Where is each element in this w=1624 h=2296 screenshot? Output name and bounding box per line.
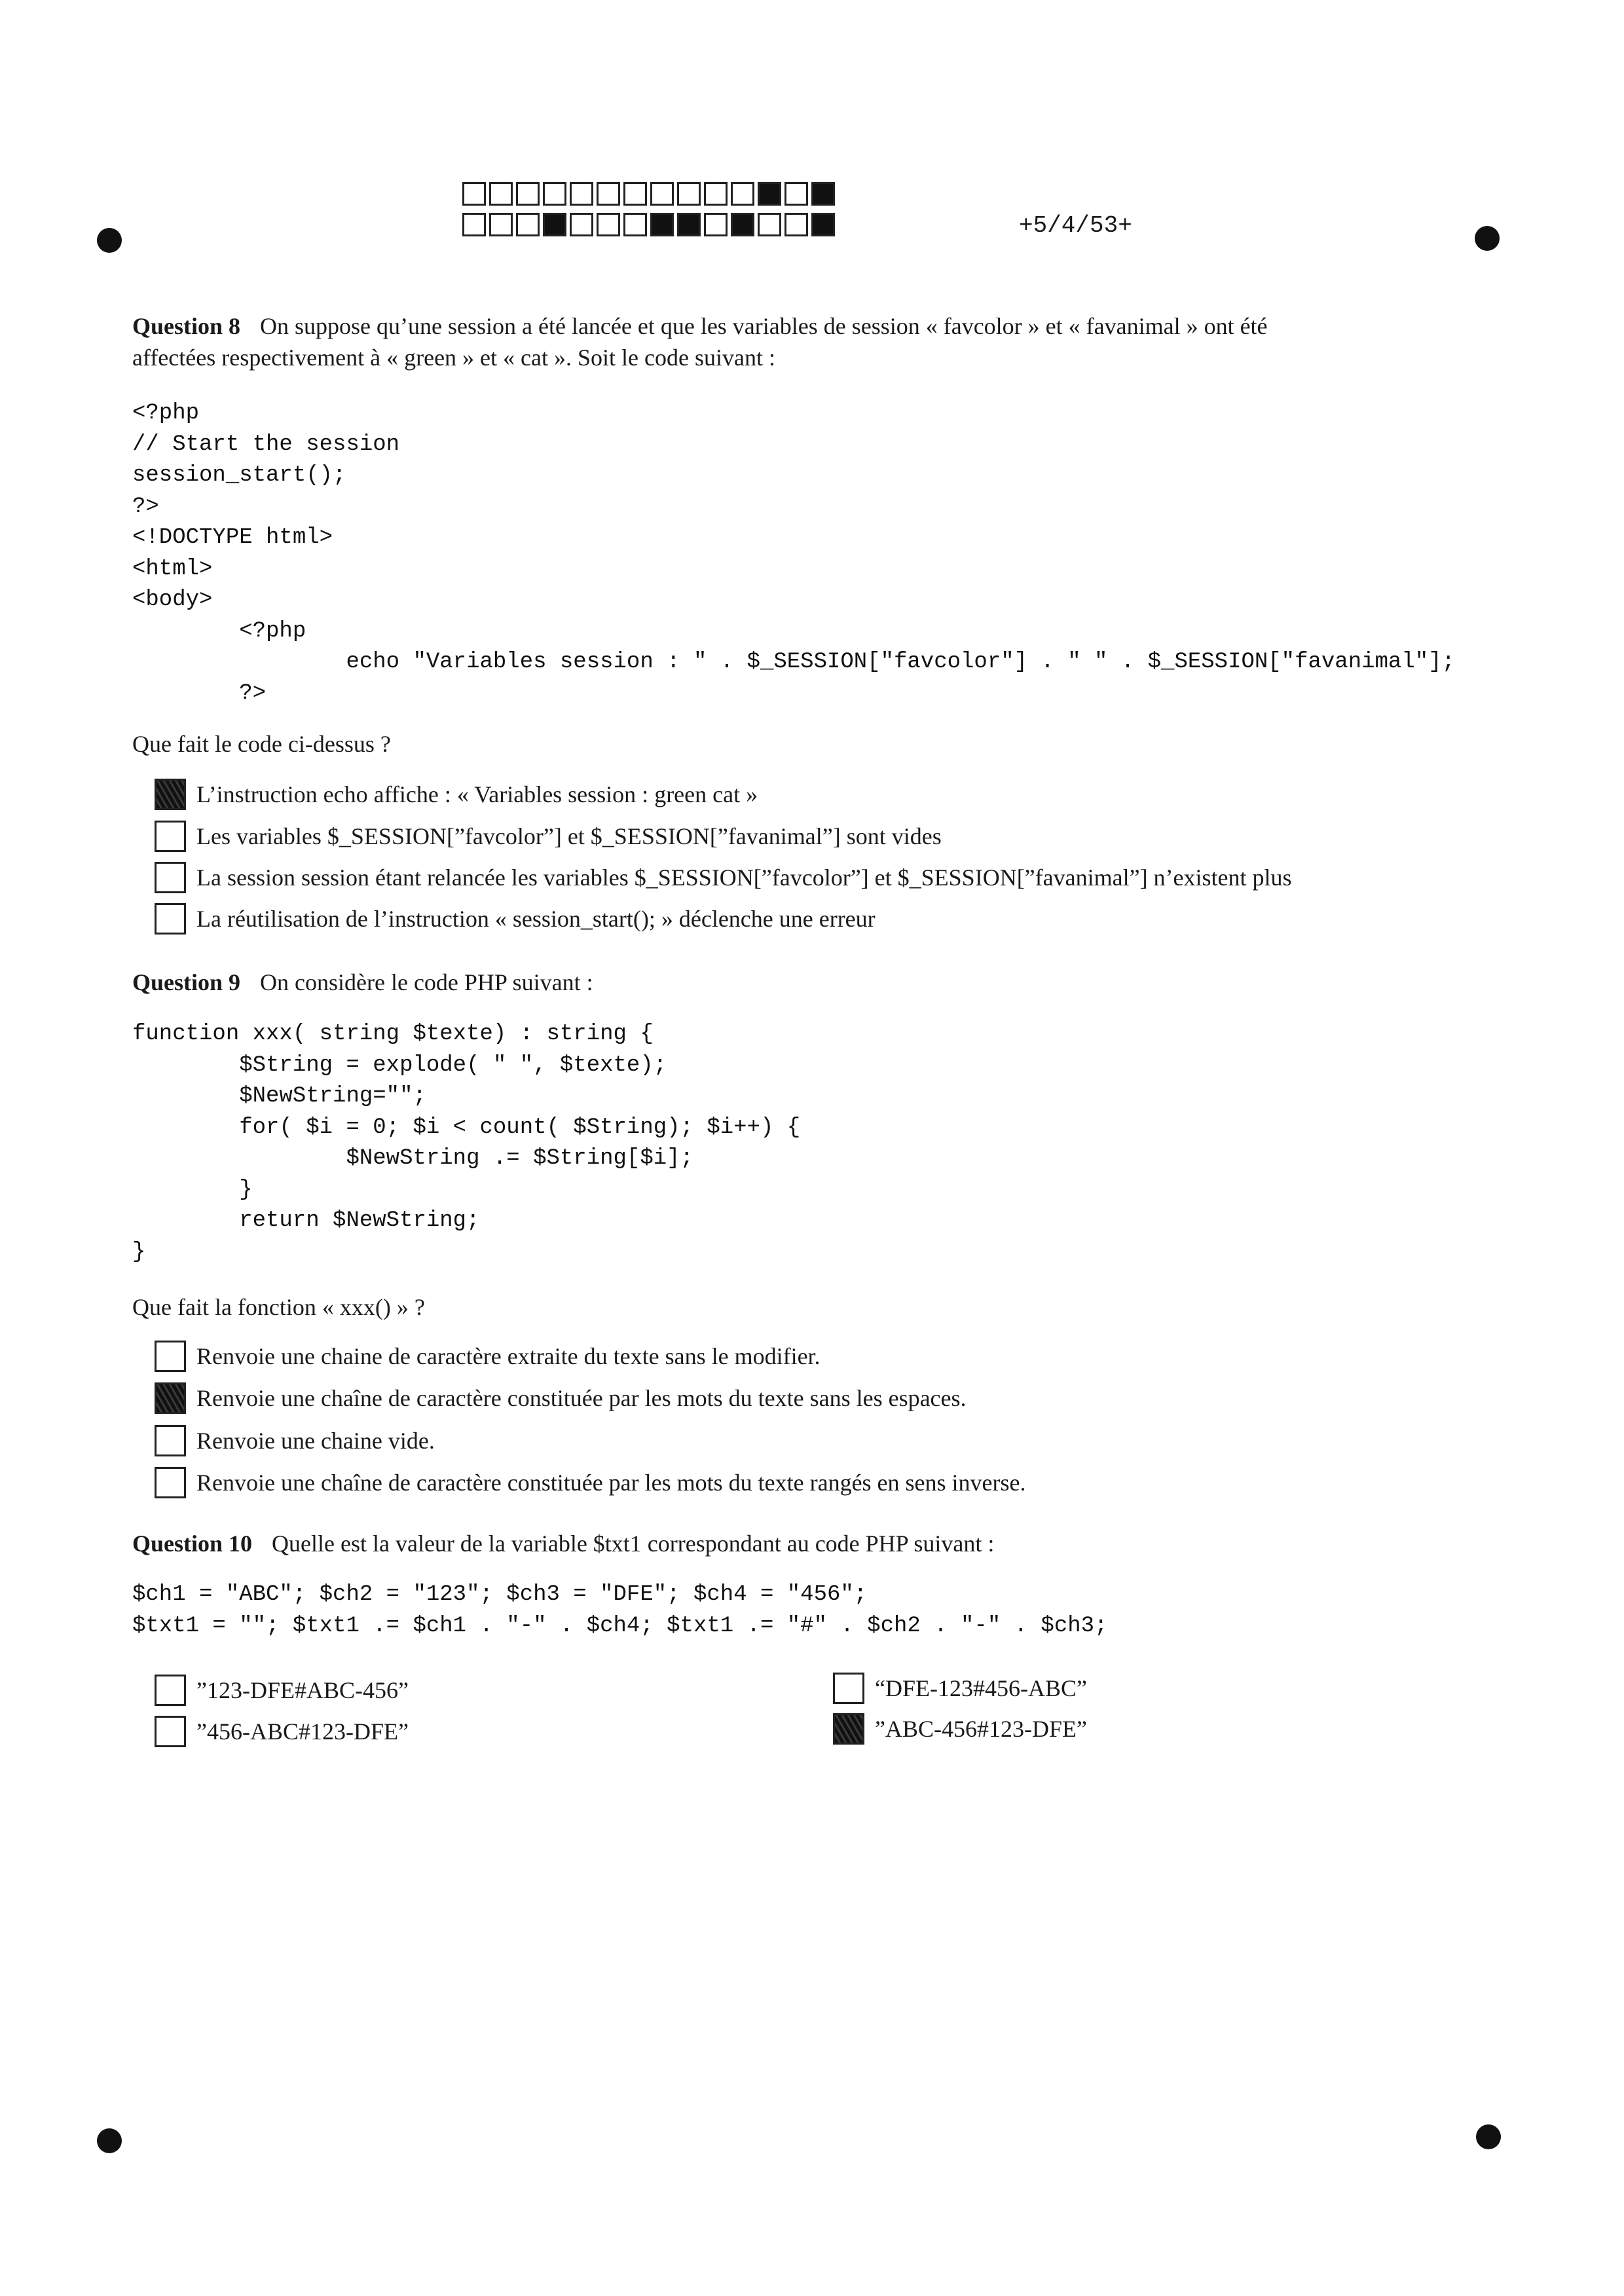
- checkbox[interactable]: [155, 779, 186, 810]
- barcode-cell: [784, 182, 808, 206]
- question-8-option-2[interactable]: [155, 821, 942, 852]
- barcode-cell: [489, 182, 513, 206]
- question-9-option-3[interactable]: [155, 1425, 435, 1456]
- barcode-cell: [597, 182, 620, 206]
- option-label: La session session étant relancée les variables $_SESSION[”favcolor”] et $_SESSION[”favanimal”] n’existent plus: [196, 864, 1292, 891]
- checkbox[interactable]: [833, 1713, 864, 1745]
- checkbox[interactable]: [833, 1673, 864, 1704]
- option-label: Renvoie une chaîne de caractère constituée par les mots du texte rangés en sens inverse.: [196, 1470, 1026, 1496]
- barcode-cell: [784, 213, 808, 236]
- option-label: Renvoie une chaine vide.: [196, 1428, 435, 1454]
- barcode-cell: [623, 213, 647, 236]
- question-10-option-1[interactable]: [155, 1675, 409, 1706]
- question-8-option-3[interactable]: [155, 862, 1292, 893]
- question-8-option-4[interactable]: [155, 903, 876, 935]
- option-label: Renvoie une chaine de caractère extraite du texte sans le modifier.: [196, 1343, 821, 1369]
- question-9-prompt: Que fait la fonction « xxx() » ?: [132, 1294, 425, 1320]
- question-8-label: Question 8: [132, 313, 241, 339]
- option-label: La réutilisation de l’instruction « session_start(); » déclenche une erreur: [196, 906, 876, 932]
- barcode-cell: [462, 182, 486, 206]
- barcode-cell: [516, 213, 540, 236]
- option-label: ”456-ABC#123-DFE”: [196, 1718, 409, 1745]
- registration-mark-bottom-left: [97, 2128, 122, 2153]
- barcode-cell: [489, 213, 513, 236]
- barcode-cell: [570, 182, 593, 206]
- barcode-cell: [650, 213, 674, 236]
- barcode-cell: [462, 213, 486, 236]
- barcode-cell: [677, 182, 701, 206]
- question-8-intro-line-1: On suppose qu’une session a été lancée et que les variables de session « favcolor » et « favanimal » ont été: [260, 313, 1268, 339]
- option-label: L’instruction echo affiche : « Variables session : green cat »: [196, 781, 758, 807]
- question-10-intro: [132, 1528, 994, 1559]
- registration-mark-bottom-right: [1476, 2124, 1501, 2149]
- checkbox[interactable]: [155, 1425, 186, 1456]
- option-label: ”123-DFE#ABC-456”: [196, 1677, 409, 1703]
- question-10-intro-text: Quelle est la valeur de la variable $txt1 correspondant au code PHP suivant :: [272, 1530, 995, 1557]
- checkbox[interactable]: [155, 903, 186, 935]
- barcode-cell: [811, 213, 835, 236]
- barcode-cell: [597, 213, 620, 236]
- barcode-cell: [623, 182, 647, 206]
- question-10-option-2[interactable]: [833, 1673, 1087, 1704]
- registration-mark-top-right: [1475, 226, 1500, 251]
- question-9-option-4[interactable]: [155, 1467, 1026, 1498]
- option-label: Les variables $_SESSION[”favcolor”] et $_SESSION[”favanimal”] sont vides: [196, 823, 942, 849]
- question-8-prompt: Que fait le code ci-dessus ?: [132, 731, 391, 757]
- barcode-cell: [650, 182, 674, 206]
- question-9-intro-text: On considère le code PHP suivant :: [260, 969, 593, 995]
- checkbox[interactable]: [155, 1716, 186, 1747]
- barcode-cell: [731, 213, 754, 236]
- question-9-intro: [132, 967, 593, 998]
- barcode-cell: [704, 182, 728, 206]
- id-barcode-row-2: [462, 213, 838, 236]
- barcode-cell: [516, 182, 540, 206]
- question-10-option-3[interactable]: [155, 1716, 409, 1747]
- question-9-option-2[interactable]: [155, 1382, 967, 1414]
- question-8-intro-line-2: affectées respectivement à « green » et « cat ». Soit le code suivant :: [132, 344, 775, 371]
- barcode-cell: [811, 182, 835, 206]
- checkbox[interactable]: [155, 1382, 186, 1414]
- barcode-cell: [731, 182, 754, 206]
- question-10-code: $ch1 = "ABC"; $ch2 = "123"; $ch3 = "DFE"; $ch4 = "456"; $txt1 = ""; $txt1 .= $ch1 . "-" . $ch4; $txt1 .= "#" . $ch2 . "-" . $ch3;: [132, 1582, 1108, 1639]
- question-9-code: function xxx( string $texte) : string { $String = explode( " ", $texte); $NewString=""; for( $i = 0; $i < count( $String); $i++) { $NewString .= $String[$i]; } return $NewString; }: [132, 1022, 801, 1265]
- barcode-cell: [677, 213, 701, 236]
- checkbox[interactable]: [155, 1341, 186, 1372]
- option-label: ”ABC-456#123-DFE”: [875, 1716, 1087, 1742]
- exam-code: +5/4/53+: [1019, 212, 1132, 239]
- option-label: “DFE-123#456-ABC”: [875, 1675, 1087, 1701]
- barcode-cell: [570, 213, 593, 236]
- option-label: Renvoie une chaîne de caractère constituée par les mots du texte sans les espaces.: [196, 1385, 967, 1411]
- checkbox[interactable]: [155, 1675, 186, 1706]
- question-10-label: Question 10: [132, 1530, 253, 1557]
- question-8-option-1[interactable]: [155, 779, 758, 810]
- id-barcode-row-1: [462, 182, 838, 206]
- question-10-option-4[interactable]: [833, 1713, 1087, 1745]
- question-9-label: Question 9: [132, 969, 241, 995]
- checkbox[interactable]: [155, 821, 186, 852]
- checkbox[interactable]: [155, 1467, 186, 1498]
- barcode-cell: [543, 213, 566, 236]
- checkbox[interactable]: [155, 862, 186, 893]
- question-9-option-1[interactable]: [155, 1341, 821, 1372]
- barcode-cell: [543, 182, 566, 206]
- question-8-intro: [132, 310, 1268, 342]
- question-8-code: <?php // Start the session session_start(); ?> <!DOCTYPE html> <html> <body> <?php echo "Variables session : " . $_SESSION["favcolor"] . " " . $_SESSION["favanimal"]; ?>: [132, 401, 1455, 706]
- barcode-cell: [758, 213, 781, 236]
- registration-mark-top-left: [97, 228, 122, 253]
- barcode-cell: [758, 182, 781, 206]
- barcode-cell: [704, 213, 728, 236]
